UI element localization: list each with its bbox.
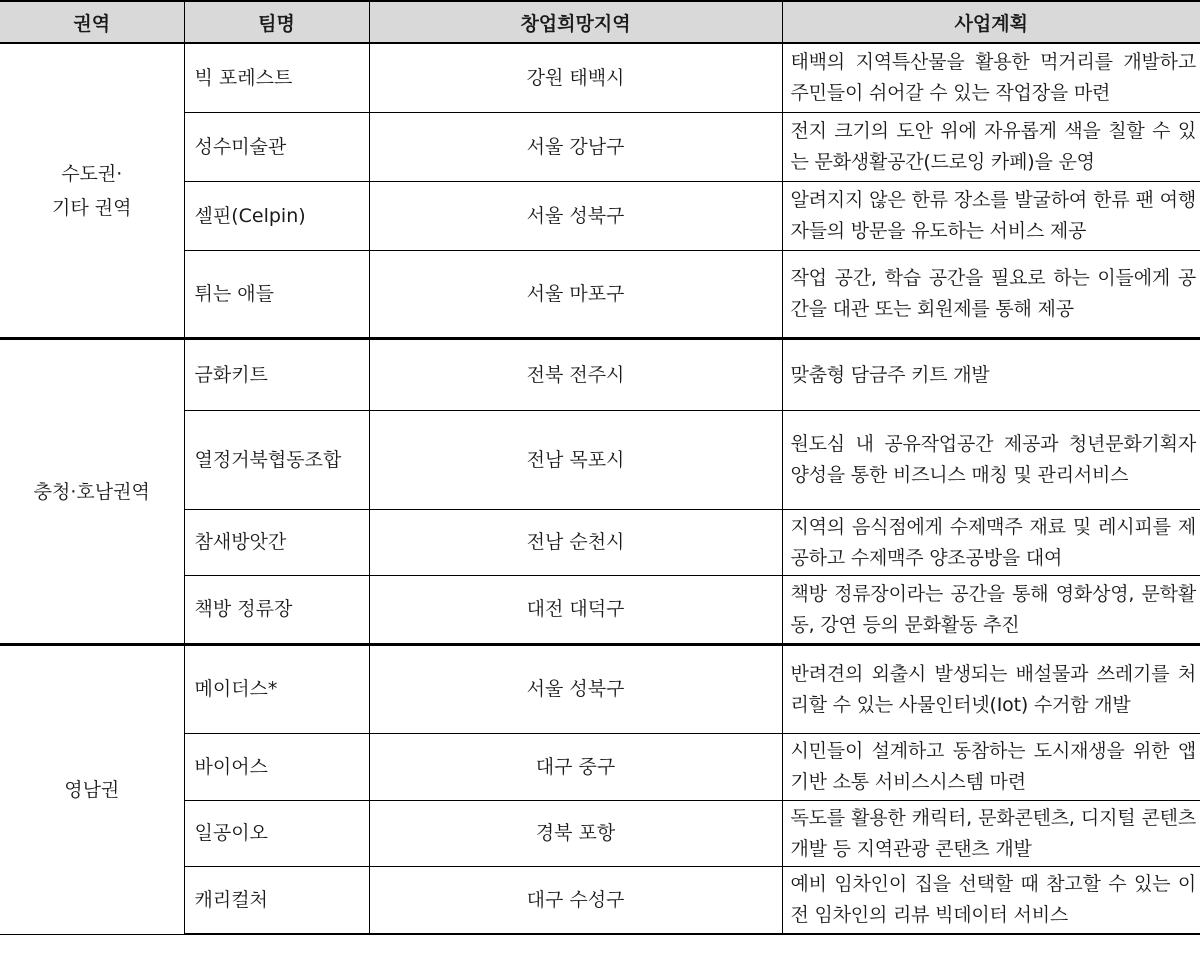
table-row [0,645,1200,734]
plan-cell: 지역의 음식점에게 수제맥주 재료 및 레시피를 제공하고 수제맥주 양조공방을 대여 [782,510,1200,576]
location-cell: 서울 강남구 [369,113,782,182]
team-name: 빅 포레스트 [184,43,369,113]
location-cell: 서울 성북구 [369,645,782,734]
header-team: 팀명 [184,1,369,43]
team-name: 메이더스* [184,645,369,734]
location-cell: 경북 포항 [369,801,782,867]
plan-cell: 원도심 내 공유작업공간 제공과 청년문화기획자 양성을 통한 비즈니스 매칭 및 관리서비스 [782,411,1200,510]
location-cell: 대구 중구 [369,734,782,801]
team-name: 일공이오 [184,801,369,867]
team-name: 튀는 애들 [184,251,369,339]
team-name: 캐리컬처 [184,867,369,935]
header-plan: 사업계획 [782,1,1200,43]
header-region: 권역 [0,1,184,43]
header-row [0,1,1200,43]
location-cell: 서울 성북구 [369,182,782,251]
table-row [0,43,1200,113]
plan-cell: 알려지지 않은 한류 장소를 발굴하여 한류 팬 여행자들의 방문을 유도하는 서비스 제공 [782,182,1200,251]
team-name: 바이어스 [184,734,369,801]
plan-cell: 반려견의 외출시 발생되는 배설물과 쓰레기를 처리할 수 있는 사물인터넷(Iot) 수거함 개발 [782,645,1200,734]
team-name: 셀핀(Celpin) [184,182,369,251]
location-cell: 강원 태백시 [369,43,782,113]
team-name: 참새방앗간 [184,510,369,576]
plan-cell: 책방 정류장이라는 공간을 통해 영화상영, 문학활동, 강연 등의 문화활동 추진 [782,576,1200,645]
location-cell: 전남 목포시 [369,411,782,510]
team-name: 열정거북협동조합 [184,411,369,510]
table-row [0,339,1200,411]
plan-cell: 맞춤형 담금주 키트 개발 [782,339,1200,411]
plan-cell: 시민들이 설계하고 동참하는 도시재생을 위한 앱기반 소통 서비스시스템 마련 [782,734,1200,801]
region-cell: 영남권 [0,645,184,935]
team-name: 성수미술관 [184,113,369,182]
region-cell: 수도권· 기타 권역 [0,43,184,339]
plan-cell: 작업 공간, 학습 공간을 필요로 하는 이들에게 공간을 대관 또는 회원제를 통해 제공 [782,251,1200,339]
location-cell: 대구 수성구 [369,867,782,935]
team-name: 금화키트 [184,339,369,411]
location-cell: 대전 대덕구 [369,576,782,645]
team-name: 책방 정류장 [184,576,369,645]
header-location: 창업희망지역 [369,1,782,43]
location-cell: 전남 순천시 [369,510,782,576]
location-cell: 전북 전주시 [369,339,782,411]
location-cell: 서울 마포구 [369,251,782,339]
plan-cell: 예비 임차인이 집을 선택할 때 참고할 수 있는 이전 임차인의 리뷰 빅데이터 서비스 [782,867,1200,935]
plan-cell: 독도를 활용한 캐릭터, 문화콘텐츠, 디지털 콘텐츠 개발 등 지역관광 콘탠츠 개발 [782,801,1200,867]
plan-cell: 태백의 지역특산물을 활용한 먹거리를 개발하고 주민들이 쉬어갈 수 있는 작업장을 마련 [782,43,1200,113]
region-cell: 충청·호남권역 [0,339,184,645]
plan-cell: 전지 크기의 도안 위에 자유롭게 색을 칠할 수 있는 문화생활공간(드로잉 카페)을 운영 [782,113,1200,182]
